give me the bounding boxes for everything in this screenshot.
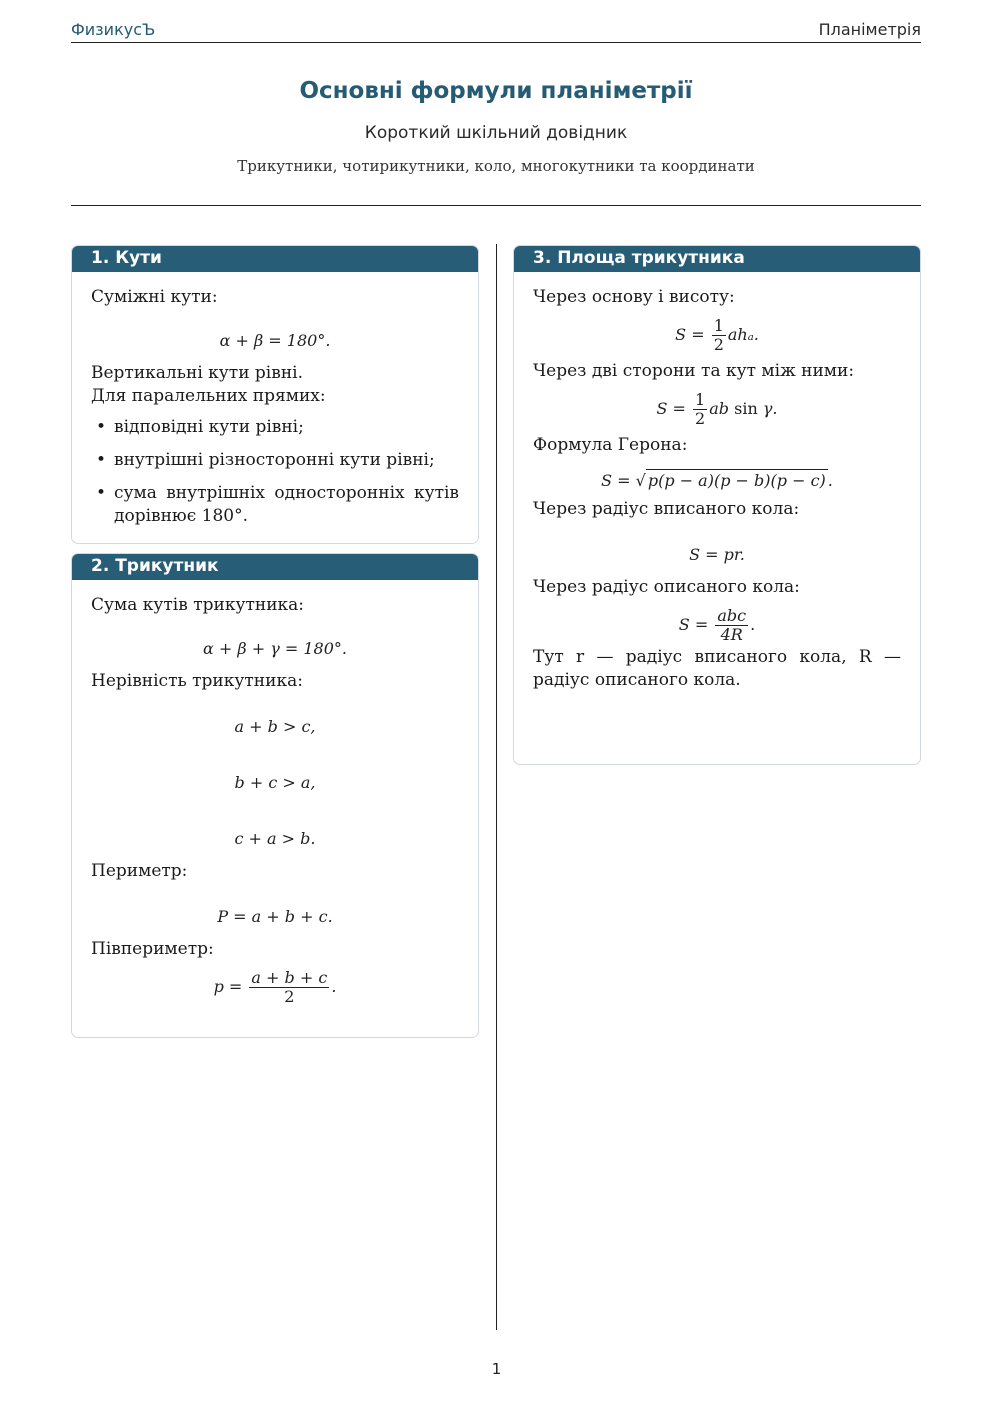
- inequality-label: Нерівність трикутника:: [91, 671, 303, 691]
- adjacent-angles-formula: α + β = 180°.: [219, 331, 331, 350]
- base-height-label: Через основу і висоту:: [533, 287, 735, 307]
- perimeter-formula: P = a + b + c.: [217, 907, 333, 926]
- area-formula-circumscribed: S = $\frac{\text{abc}}{4R}$ .: [678, 606, 756, 644]
- vertical-angles-text: Вертикальні кути рівні.: [91, 363, 303, 383]
- inscribed-label: Через радіус вписаного кола:: [533, 499, 800, 519]
- inequality-formula-3: c + a > b.: [234, 829, 316, 848]
- radius-note: Тут r — радіус вписаного кола, R — радіус описаного кола.: [533, 647, 901, 690]
- inequality-formula-2: b + c > a,: [234, 773, 316, 792]
- section-body: [514, 272, 920, 706]
- section-body: [72, 272, 478, 544]
- area-formula-inscribed: S = pr.: [689, 545, 745, 564]
- angle-sum-formula: α + β + γ = 180°.: [203, 639, 347, 658]
- section-triangle-area: [513, 245, 921, 765]
- fraction: $\frac{1}{2}$: [695, 390, 706, 428]
- semiperimeter-label: Півпериметр:: [91, 939, 214, 959]
- parallel-lines-list: [91, 416, 459, 528]
- running-header: [71, 20, 921, 43]
- list-item: • відповідні кути рівні;: [91, 416, 459, 439]
- section-triangle: [71, 553, 479, 1038]
- fraction: $\frac{\text{abc}}{4R}$: [717, 606, 747, 644]
- header-brand: ФизикусЪ: [71, 20, 156, 39]
- list-item: • сума внутрішніх односторонніх кутів дорівнює 180°.: [91, 482, 459, 528]
- section-heading: 2. Трикутник: [72, 554, 478, 580]
- page-topics: Трикутники, чотирикутники, коло, многокутники та координати: [237, 157, 755, 175]
- two-sides-label: Через дві сторони та кут між ними:: [533, 361, 855, 381]
- title-block: [71, 78, 921, 175]
- page-subtitle: Короткий шкільний довідник: [364, 123, 628, 143]
- page-title: Основні формули планіметрії: [299, 78, 693, 104]
- fraction: $\frac{a + b + c}{2}$: [251, 968, 328, 1006]
- section-heading: 3. Площа трикутника: [514, 246, 920, 272]
- list-item: • внутрішні різносторонні кути рівні;: [91, 449, 459, 472]
- fraction: $\frac{1}{2}$: [713, 316, 724, 354]
- adjacent-angles-label: Суміжні кути:: [91, 287, 218, 307]
- column-divider: [496, 244, 497, 1330]
- title-divider: [71, 205, 921, 206]
- section-angles: [71, 245, 479, 544]
- circumscribed-label: Через радіус описаного кола:: [533, 577, 800, 597]
- page-number: 1: [491, 1360, 502, 1378]
- radical-sign: √: [635, 471, 646, 490]
- perimeter-label: Периметр:: [91, 861, 188, 881]
- area-formula-two-sides: S = $\frac{1}{2}$ ab sin γ.: [656, 390, 778, 428]
- header-section: Планіметрія: [818, 20, 921, 39]
- section-heading: 1. Кути: [72, 246, 478, 272]
- semiperimeter-formula: p = $\frac{a + b + c}{2}$ .: [213, 968, 337, 1006]
- angle-sum-label: Сума кутів трикутника:: [91, 595, 305, 615]
- parallel-lines-label: Для паралельних прямих:: [91, 386, 326, 406]
- section-body: [72, 580, 478, 1020]
- inequality-formula-1: a + b > c,: [234, 717, 316, 736]
- heron-label: Формула Герона:: [533, 435, 688, 455]
- heron-formula: S = √ p(p − a)(p − b)(p − c) .: [601, 471, 833, 490]
- area-formula-base-height: S = $\frac{1}{2}$ ahₐ.: [675, 316, 759, 354]
